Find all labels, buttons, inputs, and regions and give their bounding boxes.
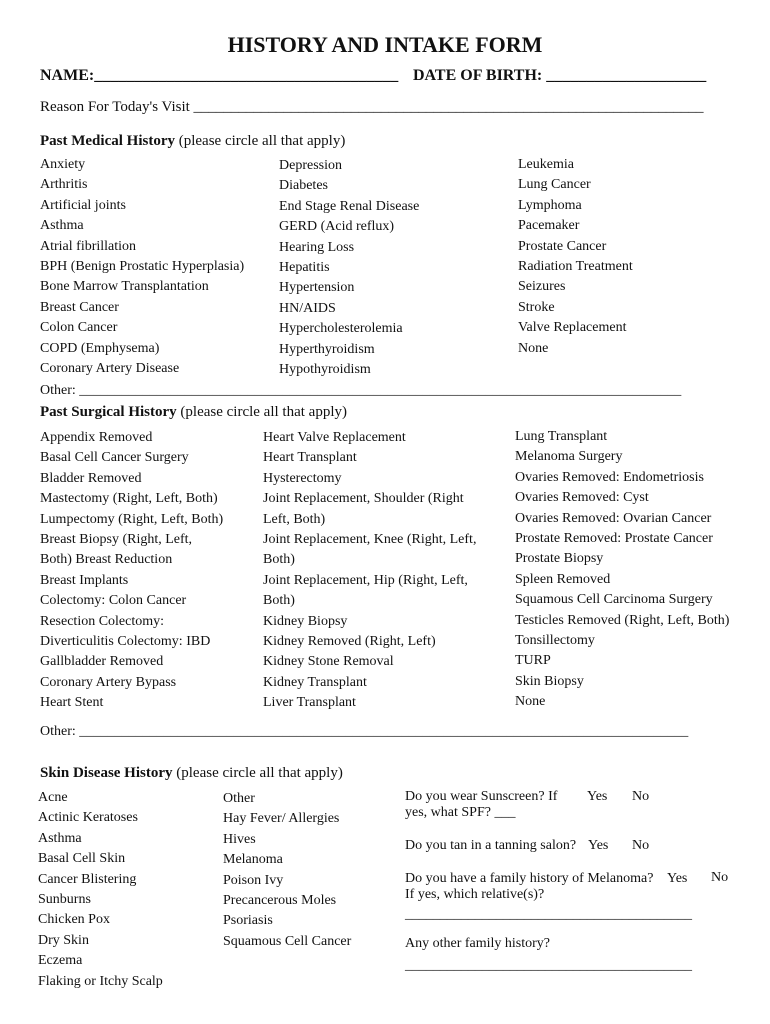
surgical-col-2 [263, 428, 476, 714]
skin-disease-option[interactable]: Flaking or Itchy Scalp [38, 973, 163, 989]
melanoma-question: Do you have a family history of Melanoma? [405, 871, 654, 886]
medical-col-1 [40, 155, 244, 379]
surgical-history-option[interactable]: Breast Biopsy (Right, Left, [40, 532, 193, 548]
medical-col-2 [279, 156, 419, 380]
surgical-history-option[interactable]: Kidney Removed (Right, Left) [263, 634, 436, 650]
surgical-other-field[interactable]: Other: _______________________________________________________________________________________ [40, 724, 689, 739]
medical-instruction: (please circle all that apply) [178, 133, 346, 149]
surgical-history-option[interactable]: Left, Both) [263, 511, 326, 527]
medical-condition-option[interactable]: Arthritis [40, 177, 88, 193]
surgical-history-option[interactable]: Lung Transplant [515, 429, 608, 444]
surgical-history-option[interactable]: Kidney Stone Removal [263, 654, 394, 670]
surgical-history-option[interactable]: Both) [263, 552, 295, 568]
medical-condition-option[interactable]: Seizures [518, 279, 566, 295]
surgical-history-option[interactable]: Squamous Cell Carcinoma Surgery [515, 592, 713, 608]
medical-condition-option[interactable]: Pacemaker [518, 218, 580, 234]
surgical-history-option[interactable]: None [515, 694, 546, 710]
surgical-history-option[interactable]: Heart Stent [40, 695, 104, 711]
surgical-history-option[interactable]: Both) Breast Reduction [40, 552, 173, 568]
surgical-history-option[interactable]: Both) [263, 593, 295, 609]
surgical-history-option[interactable]: Hysterectomy [263, 470, 342, 486]
skin-disease-option[interactable]: Asthma [38, 830, 82, 846]
skin-disease-option[interactable]: Dry Skin [38, 932, 89, 948]
medical-condition-option[interactable]: Lymphoma [518, 197, 582, 213]
surgical-history-option[interactable]: Mastectomy (Right, Left, Both) [40, 491, 218, 507]
surgical-history-option[interactable]: Bladder Removed [40, 470, 142, 486]
surgical-col-1 [40, 428, 223, 714]
reason-field[interactable]: Reason For Today's Visit ____________________________________________________________________ [40, 99, 704, 115]
medical-condition-option[interactable]: Diabetes [279, 178, 328, 194]
medical-heading-label: Past Medical History [40, 133, 175, 149]
tanning-question: Do you tan in a tanning salon? [405, 838, 577, 853]
skin-disease-option[interactable]: Other [223, 791, 255, 806]
medical-condition-option[interactable]: HN/AIDS [279, 300, 336, 316]
skin-disease-option[interactable]: Sunburns [38, 892, 91, 908]
skin-disease-option[interactable]: Hives [223, 831, 256, 847]
surgical-history-option[interactable]: Tonsillectomy [515, 633, 595, 649]
surgical-history-option[interactable]: Testicles Removed (Right, Left, Both) [515, 612, 730, 628]
surgical-history-option[interactable]: Heart Transplant [263, 450, 357, 466]
skin-disease-option[interactable]: Cancer Blistering [38, 871, 137, 887]
family-history-field[interactable]: _________________________________________ [405, 958, 692, 973]
medical-condition-option[interactable]: Coronary Artery Disease [40, 361, 180, 377]
surgical-history-option[interactable]: Prostate Biopsy [515, 551, 604, 567]
surgical-history-option[interactable]: TURP [515, 653, 551, 669]
medical-condition-option[interactable]: Hypertension [279, 280, 355, 296]
medical-condition-option[interactable]: Leukemia [518, 157, 574, 172]
medical-condition-option[interactable]: Lung Cancer [518, 177, 591, 193]
surgical-history-option[interactable]: Colectomy: Colon Cancer [40, 593, 187, 609]
medical-condition-option[interactable]: Hearing Loss [279, 239, 355, 255]
medical-condition-option[interactable]: Breast Cancer [40, 299, 119, 315]
medical-condition-option[interactable]: Asthma [40, 218, 84, 234]
surgical-history-option[interactable]: Ovaries Removed: Ovarian Cancer [515, 510, 712, 526]
sunscreen-no-option[interactable]: No [632, 789, 650, 804]
medical-condition-option[interactable]: Hepatitis [279, 260, 330, 276]
surgical-heading [40, 404, 347, 421]
surgical-history-option[interactable]: Kidney Transplant [263, 674, 367, 690]
medical-condition-option[interactable]: Hyperthyroidism [279, 341, 375, 357]
skin-disease-option[interactable]: Eczema [38, 953, 83, 969]
surgical-history-option[interactable]: Heart Valve Replacement [263, 430, 406, 445]
surgical-history-option[interactable]: Diverticulitis Colectomy: IBD [40, 634, 211, 650]
surgical-history-option[interactable]: Appendix Removed [40, 430, 153, 445]
tanning-no-option[interactable]: No [632, 838, 650, 853]
name-field[interactable]: NAME:______________________________________ [40, 67, 399, 84]
medical-heading [40, 133, 345, 150]
medical-condition-option[interactable]: Atrial fibrillation [40, 238, 137, 254]
medical-condition-option[interactable]: COPD (Emphysema) [40, 340, 160, 356]
medical-condition-option[interactable]: End Stage Renal Disease [279, 198, 420, 214]
surgical-history-option[interactable]: Lumpectomy (Right, Left, Both) [40, 511, 224, 527]
medical-condition-option[interactable]: Hypothyroidism [279, 362, 371, 378]
surgical-history-option[interactable]: Melanoma Surgery [515, 449, 623, 465]
medical-condition-option[interactable]: Prostate Cancer [518, 238, 607, 254]
medical-condition-option[interactable]: Valve Replacement [518, 320, 627, 336]
surgical-history-option[interactable]: Basal Cell Cancer Surgery [40, 450, 189, 466]
skin-instruction: (please circle all that apply) [176, 765, 343, 781]
dob-field[interactable]: DATE OF BIRTH: ____________________ [413, 67, 707, 84]
surgical-heading-label: Past Surgical History [40, 404, 177, 420]
skin-disease-option[interactable]: Precancerous Moles [223, 893, 337, 909]
skin-heading [40, 765, 343, 782]
sunscreen-yes-option[interactable]: Yes [587, 789, 608, 804]
skin-heading-label: Skin Disease History [40, 765, 173, 781]
medical-condition-option[interactable]: Stroke [518, 299, 555, 315]
skin-disease-option[interactable]: Poison Ivy [223, 872, 284, 888]
surgical-history-option[interactable]: Kidney Biopsy [263, 613, 348, 629]
surgical-history-option[interactable]: Prostate Removed: Prostate Cancer [515, 531, 713, 547]
surgical-history-option[interactable]: Joint Replacement, Knee (Right, Left, [263, 532, 477, 548]
skin-disease-option[interactable]: Squamous Cell Cancer [223, 933, 352, 949]
medical-condition-option[interactable]: None [518, 340, 549, 356]
skin-disease-option[interactable]: Chicken Pox [38, 912, 110, 928]
surgical-history-option[interactable]: Coronary Artery Bypass [40, 674, 177, 690]
surgical-history-option[interactable]: Liver Transplant [263, 695, 356, 711]
tanning-yes-option[interactable]: Yes [588, 838, 609, 853]
surgical-history-option[interactable]: Resection Colectomy: [40, 613, 165, 629]
melanoma-no-option[interactable]: No [711, 870, 729, 885]
medical-condition-option[interactable]: Radiation Treatment [518, 259, 633, 275]
spf-field[interactable]: yes, what SPF? ___ [405, 805, 516, 820]
melanoma-yes-option[interactable]: Yes [667, 871, 688, 886]
sunscreen-question: Do you wear Sunscreen? If [405, 789, 558, 804]
surgical-history-option[interactable]: Skin Biopsy [515, 673, 584, 689]
surgical-instruction: (please circle all that apply) [180, 404, 347, 420]
skin-col-2 [223, 789, 351, 952]
medical-condition-option[interactable]: Depression [279, 158, 342, 173]
surgical-history-option[interactable]: Ovaries Removed: Endometriosis [515, 469, 704, 485]
skin-disease-option[interactable]: Psoriasis [223, 913, 273, 929]
surgical-history-option[interactable]: Spleen Removed [515, 571, 611, 587]
medical-condition-option[interactable]: Artificial joints [40, 197, 126, 213]
surgical-history-option[interactable]: Joint Replacement, Shoulder (Right [263, 491, 464, 507]
surgical-col-3 [515, 427, 729, 713]
medical-condition-option[interactable]: Colon Cancer [40, 320, 118, 336]
medical-condition-option[interactable]: Anxiety [40, 157, 86, 172]
medical-other-field[interactable]: Other: ______________________________________________________________________________________ [40, 383, 682, 398]
skin-disease-option[interactable]: Melanoma [223, 852, 283, 868]
surgical-history-option[interactable]: Joint Replacement, Hip (Right, Left, [263, 572, 468, 588]
skin-disease-option[interactable]: Hay Fever/ Allergies [223, 811, 340, 827]
medical-col-3 [518, 155, 633, 359]
surgical-history-option[interactable]: Breast Implants [40, 572, 129, 588]
skin-disease-option[interactable]: Basal Cell Skin [38, 851, 126, 867]
relatives-field[interactable]: _________________________________________ [405, 907, 692, 922]
medical-condition-option[interactable]: Hypercholesterolemia [279, 321, 403, 337]
surgical-history-option[interactable]: Ovaries Removed: Cyst [515, 490, 649, 506]
medical-condition-option[interactable]: GERD (Acid reflux) [279, 219, 395, 235]
skin-disease-option[interactable]: Actinic Keratoses [38, 810, 138, 826]
skin-disease-option[interactable]: Acne [38, 790, 68, 805]
medical-condition-option[interactable]: Bone Marrow Transplantation [40, 279, 209, 295]
medical-condition-option[interactable]: BPH (Benign Prostatic Hyperplasia) [40, 259, 245, 275]
surgical-history-option[interactable]: Gallbladder Removed [40, 654, 164, 670]
form-title: HISTORY AND INTAKE FORM [227, 32, 543, 57]
skin-col-1 [38, 788, 163, 992]
family-history-question: Any other family history? [405, 936, 551, 951]
relatives-label: If yes, which relative(s)? [405, 887, 545, 902]
